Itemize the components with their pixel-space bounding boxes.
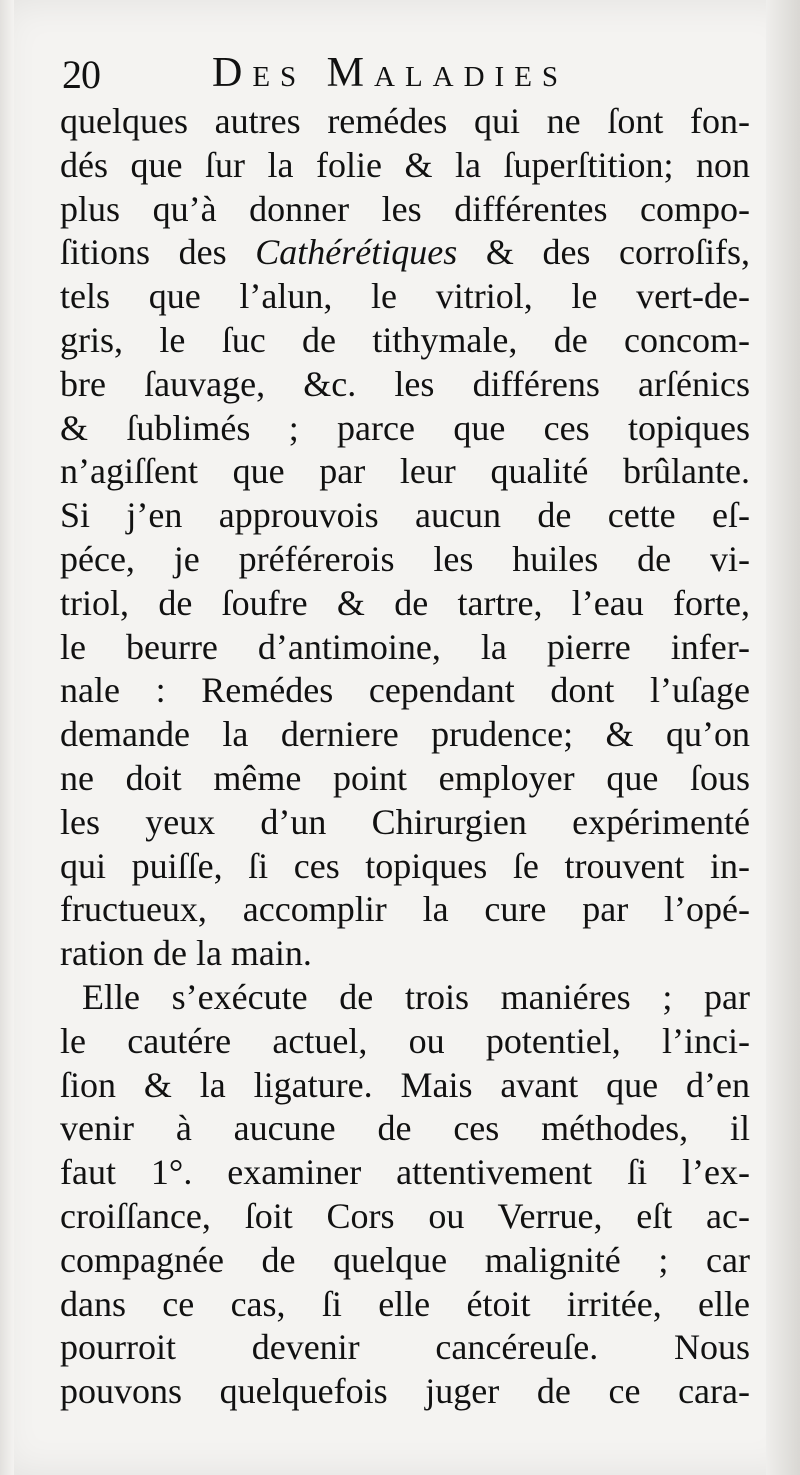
- text-line: nale : Remédes cependant dont l’uſage: [60, 670, 750, 711]
- text-line: ſitions des Cathérétiques & des corroſifs,: [60, 232, 750, 273]
- page-number: 20: [62, 52, 100, 97]
- text-line: pourroit devenir cancéreuſe. Nous: [60, 1327, 750, 1368]
- text-line: gris, le ſuc de tithymale, de concom-: [60, 319, 750, 360]
- page-header: [62, 45, 752, 105]
- text-line: le beurre d’antimoine, la pierre infer-: [60, 626, 750, 667]
- text-line: fructueux, accomplir la cure par l’opé-: [60, 889, 750, 930]
- paragraph-end-line: ration de la main.: [60, 933, 312, 974]
- text-line: quelques autres remédes qui ne ſont fon-: [60, 101, 750, 141]
- italic-term: Cathérétiques: [255, 232, 458, 273]
- text-line: bre ſauvage, &c. les différens arſénics: [60, 363, 750, 404]
- text-line: ſion & la ligature. Mais avant que d’en: [60, 1064, 750, 1105]
- text-line: triol, de ſoufre & de tartre, l’eau forte,: [60, 582, 750, 623]
- text-line: Si j’en approuvois aucun de cette eſ-: [60, 495, 750, 536]
- text-line: ne doit même point employer que ſous: [60, 757, 750, 798]
- text-line: péce, je préférerois les huiles de vi-: [60, 538, 750, 579]
- text-line: croiſſance, ſoit Cors ou Verrue, eſt ac-: [60, 1195, 750, 1236]
- text-line: les yeux d’un Chirurgien expérimenté: [60, 801, 750, 842]
- paragraph-start-line: Elle s’exécute de trois maniéres ; par: [82, 976, 750, 1017]
- text-line: compagnée de quelque malignité ; car: [60, 1239, 750, 1280]
- text-line: n’agiſſent que par leur qualité brûlante.: [60, 451, 750, 492]
- text-line: tels que l’alun, le vitriol, le vert-de-: [60, 276, 750, 317]
- running-title: Des Maladies: [212, 50, 569, 96]
- text-line: venir à aucune de ces méthodes, il: [60, 1108, 750, 1149]
- text-line: faut 1°. examiner attentivement ſi l’ex-: [60, 1152, 750, 1193]
- body-text: [60, 100, 750, 1414]
- text-line: dans ce cas, ſi elle étoit irritée, elle: [60, 1283, 750, 1324]
- text-line: le cautére actuel, ou potentiel, l’inci-: [60, 1020, 750, 1061]
- text-line: qui puiſſe, ſi ces topiques ſe trouvent in-: [60, 845, 750, 886]
- text-line: dés que ſur la folie & la ſuperſtition; non: [60, 144, 750, 185]
- text-line: & ſublimés ; parce que ces topiques: [60, 407, 750, 448]
- text-line: plus qu’à donner les différentes compo-: [60, 188, 750, 229]
- text-line: demande la derniere prudence; & qu’on: [60, 714, 750, 755]
- text-line: pouvons quelquefois juger de ce cara-: [60, 1371, 750, 1412]
